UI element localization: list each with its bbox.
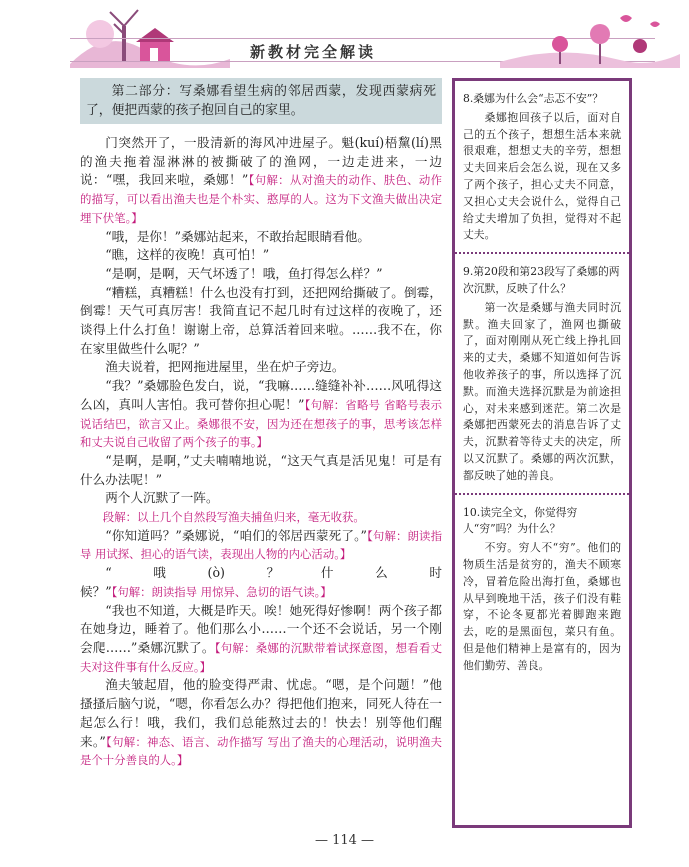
book-title: 新教材完全解读: [250, 43, 377, 61]
paragraph: “瞧，这样的夜晚！真可怕！”: [105, 247, 270, 263]
question-10: 10.读完全文，你觉得穷人“穷”吗？为什么？: [463, 505, 578, 536]
divider: [455, 493, 629, 495]
paragraph: [80, 676, 442, 770]
paragraph: “是啊，是啊，”丈夫喃喃地说，“这天气真是活见鬼！可是有什么办法呢！”: [80, 452, 442, 487]
paragraph: [80, 564, 442, 601]
paragraph: “哦，是你！”桑娜站起来，不敢抬起眼睛看他。: [105, 228, 370, 244]
paragraph: 两个人沉默了一阵。: [105, 490, 219, 506]
paragraph: [80, 527, 442, 564]
main-text-column: [80, 78, 442, 770]
question-sidebar: [452, 78, 632, 828]
paragraph-text: 渔夫皱起眉，他的脸变得严肃、忧虑。“嗯，是个问题！”他搔搔后脑勺说，“嗯，你看怎么办？得把他们抱来，同死人待在一起怎么行！哦，我们，我们总能熬过去的！快去！别等他们醒来。”: [80, 677, 442, 749]
page-header: [0, 0, 689, 72]
paragraph: 渔夫说着，把网拖进屋里，坐在炉子旁边。: [105, 359, 345, 375]
answer-8: 桑娜抱回孩子以后，面对自己的五个孩子，想想生活本来就很艰难，想想丈夫的辛劳，想想丈夫回来后会怎么说，现在又多了两个孩子，担心丈夫不同意，又担心丈夫会说什么，觉得自己给丈夫增加了负担，觉得对不起丈夫。: [463, 110, 621, 242]
answer-9: 第一次是桑娜与渔夫同时沉默。渔夫回家了，渔网也撕破了，面对刚刚从死亡线上挣扎回来的丈夫，桑娜不知道如何告诉他收养孩子的事，所以选择了沉默。而渔夫选择沉默是为前途担心，对未来感到迷茫。第二次是桑娜把西蒙死去的消息告诉了丈夫，沉默着等待丈夫的决定，所以又沉默了。桑娜的两次沉默，都反映了她的善良。: [463, 300, 621, 482]
annotation: 【句解：朗读指导 用惊异、急切的语气读。】: [111, 584, 332, 599]
paragraph-text: 门突然开了，一股清新的海风冲进屋子。魁(kuí)梧黧(lí)黑的渔夫拖着湿淋淋的被撕破了的渔网，一边走进来，一边说：“嘿，我回来啦，桑娜！”: [80, 135, 442, 188]
paragraph-text: “我也不知道，大概是昨天。唉！她死得好惨啊！两个孩子都在她身边，睡着了。他们那么小……一个还不会说话，另一个刚会爬……”桑娜沉默了。: [80, 602, 442, 655]
paragraph-text: “我？”桑娜脸色发白，说，“我嘛……缝缝补补……风吼得这么凶，真叫人害怕。我可替你担心呢！”: [80, 378, 442, 412]
flower-decoration: [500, 4, 680, 68]
annotation: 【句解：从对渔夫的动作、肤色、动作的描写，可以看出渔夫也是个朴实、憨厚的人。这为下文渔夫做出决定埋下伏笔。】: [80, 173, 442, 225]
divider: [455, 252, 629, 254]
paragraph-analysis: 段解：以上几个自然段写渔夫捕鱼归来，毫无收获。: [102, 510, 365, 525]
annotation: 【句解：朗读指导 用试探、担心的语气读，表现出人物的内心活动。】: [80, 528, 442, 562]
paragraph: “糟糕，真糟糕！什么也没有打到，还把网给撕破了。倒霉，倒霉！天气可真厉害！我简直记不起几时有过这样的夜晚了，还谈得上什么打鱼！谢谢上帝，总算活着回来啦。……我不在，你在家里做些什么呢？”: [80, 284, 442, 356]
paragraph: [80, 134, 442, 228]
page-number: — 114 —: [314, 833, 375, 848]
answer-10: 不穷。穷人不“穷”。他们的物质生活是贫穷的，渔夫不顾寒冷，冒着危险出海打鱼，桑娜也从早到晚地干活，孩子们没有鞋穿，不论冬夏都光着脚跑来跑去，吃的是黑面包，菜只有鱼。但是他们精神上是富有的，因为他们勤劳、善良。: [463, 541, 621, 672]
question-9: 9.第20段和第23段写了桑娜的两次沉默，反映了什么？: [463, 265, 620, 295]
paragraph: [80, 602, 442, 677]
annotation: 【句解：省略号 省略号表示说话结巴，欲言又止。桑娜很不安，因为还在想孩子的事，思考该怎样和丈夫说自己收留了两个孩子的事。】: [80, 397, 442, 450]
paragraph: “是啊，是啊，天气坏透了！哦，鱼打得怎么样？”: [105, 265, 383, 281]
paragraph-text: “哦(ò)？什么时候？”: [80, 565, 442, 599]
annotation: 【句解：桑娜的沉默带着试探意图，想看看丈夫对这件事有什么反应。】: [80, 640, 442, 674]
paragraph: [80, 377, 442, 452]
section-summary: 第二部分：写桑娜看望生病的邻居西蒙，发现西蒙病死了，便把西蒙的孩子抱回自己的家里。: [80, 78, 442, 124]
annotation: 【句解：神态、语言、动作描写 写出了渔夫的心理活动，说明渔夫是个十分善良的人。】: [80, 734, 442, 768]
question-8: 8.桑娜为什么会“忐忑不安”？: [463, 92, 604, 105]
paragraph-text: “你知道吗？”桑娜说，“咱们的邻居西蒙死了。”: [105, 527, 367, 543]
